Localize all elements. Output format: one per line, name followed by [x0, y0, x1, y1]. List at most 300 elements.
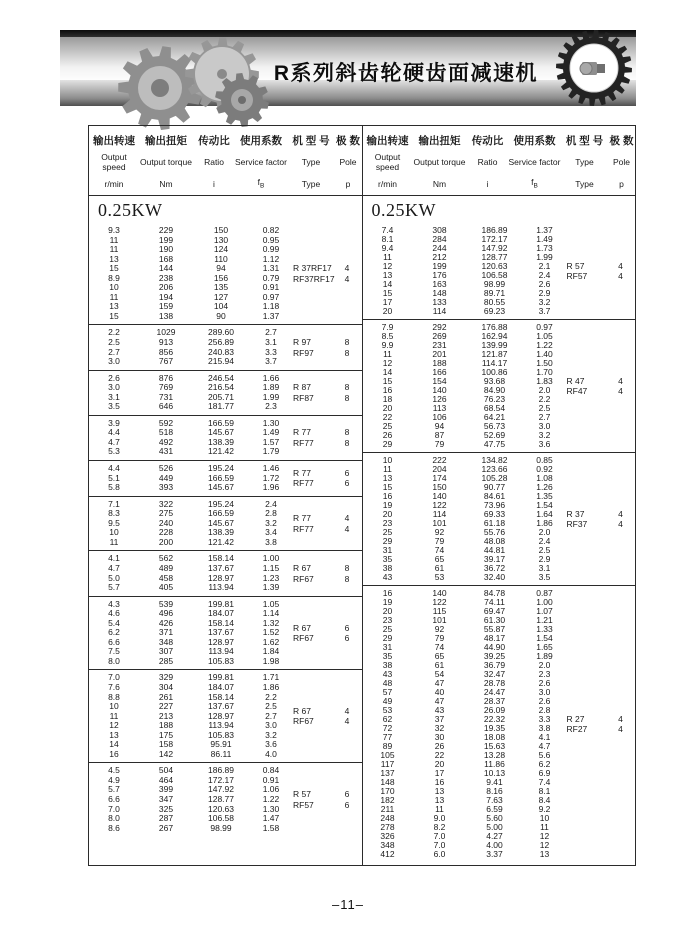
spec-rows	[89, 500, 293, 548]
table-cell: 2.6	[538, 279, 551, 289]
pole-value: 8	[344, 427, 350, 438]
table-cell: 0.91	[262, 774, 280, 785]
table-cell: 7.0	[433, 840, 446, 850]
table-cell: 176	[432, 270, 447, 280]
type-value: R 57	[566, 260, 585, 271]
table-cell: 90	[216, 310, 226, 321]
table-cell: 16	[382, 491, 393, 501]
table-cell: 1.15	[262, 562, 280, 573]
table-cell: 4.4	[108, 463, 120, 474]
column-header: Service factor	[508, 156, 561, 167]
table-cell: 93.68	[483, 376, 506, 386]
table-cell: 26	[382, 430, 393, 440]
table-cell: 94	[216, 263, 226, 274]
table-cell: 47	[434, 696, 445, 706]
table-cell: 16	[109, 748, 119, 759]
table-cell: 8.0	[108, 655, 120, 666]
table-cell: 449	[158, 472, 174, 483]
pole-value: 4	[618, 713, 623, 724]
table-cell: 212	[432, 252, 447, 262]
gear-emblem-icon	[555, 29, 633, 107]
table-cell: 222	[432, 455, 447, 465]
type-value: R 67	[293, 563, 311, 573]
table-cell: 9.41	[486, 777, 503, 787]
table-row	[363, 395, 567, 404]
table-cell: 7.4	[538, 777, 551, 787]
table-cell: 92	[434, 624, 445, 634]
table-cell: 539	[158, 598, 174, 609]
table-cell: 1.58	[262, 822, 280, 833]
table-cell: 90.77	[483, 482, 506, 492]
table-cell: 148	[380, 777, 395, 787]
spec-rows	[363, 323, 567, 449]
table-cell: 6.0	[433, 849, 446, 859]
table-cell: 121.42	[208, 536, 234, 547]
table-row	[363, 546, 567, 555]
spec-rows	[89, 226, 293, 321]
table-cell: 4.4	[108, 427, 120, 438]
pole-value: 4	[344, 523, 350, 534]
table-cell: 39.17	[483, 554, 506, 564]
column-header: 机 型 号	[292, 135, 330, 147]
table-row	[363, 564, 567, 573]
table-cell: 39.25	[483, 651, 506, 661]
table-cell: 3.7	[538, 306, 551, 316]
table-cell: 11	[109, 536, 119, 547]
table-row	[363, 715, 567, 724]
table-cell: 431	[158, 446, 174, 457]
table-cell: 9.2	[538, 804, 551, 814]
table-cell: 14	[382, 279, 393, 289]
table-cell: 158	[158, 739, 174, 750]
table-cell: 145.67	[208, 517, 234, 528]
table-row	[363, 413, 567, 422]
type-pole-line	[293, 513, 359, 524]
type-pole-group	[293, 706, 359, 727]
type-pole-line	[567, 386, 633, 397]
table-cell: 1.39	[262, 582, 280, 593]
table-cell: 13	[382, 473, 393, 483]
table-cell: 65	[434, 554, 445, 564]
table-cell: 48.08	[483, 536, 506, 546]
pole-value: 4	[618, 386, 623, 396]
table-cell: 2.6	[538, 678, 551, 688]
table-cell: 15.63	[483, 741, 506, 751]
table-cell: 9.9	[381, 340, 394, 350]
table-cell: 154	[432, 376, 447, 386]
type-value: RF77	[293, 478, 314, 489]
table-cell: 28.78	[483, 678, 506, 688]
table-cell: 3.9	[108, 417, 120, 428]
table-cell: 0.84	[262, 765, 280, 776]
table-cell: 10	[109, 527, 119, 538]
table-cell: 18	[382, 394, 393, 404]
table-cell: 1.66	[262, 372, 280, 383]
table-cell: 1.00	[262, 553, 280, 564]
table-cell: 135	[213, 282, 229, 293]
table-cell: 89	[382, 741, 393, 751]
table-cell: 8.1	[538, 786, 551, 796]
table-cell: 393	[158, 482, 174, 493]
type-pole-group	[567, 509, 633, 530]
table-cell: 69.33	[483, 509, 506, 519]
table-cell: 137.67	[208, 562, 234, 573]
type-value: RF67	[293, 633, 314, 643]
type-value: RF57	[566, 271, 588, 281]
table-cell: 278	[380, 822, 395, 832]
pole-value: 8	[344, 563, 350, 573]
table-cell: 1.46	[262, 463, 280, 474]
type-pole-group	[293, 623, 359, 644]
table-cell: 3.6	[265, 739, 277, 750]
table-cell: 188	[158, 720, 174, 731]
table-cell: 30	[434, 732, 445, 742]
table-row	[363, 298, 567, 307]
table-cell: 7.0	[108, 803, 120, 814]
table-cell: 307	[158, 646, 174, 657]
table-cell: 32	[434, 723, 445, 733]
table-cell: 3.0	[538, 421, 551, 431]
table-cell: 54	[434, 669, 445, 679]
pole-value: 8	[344, 347, 350, 358]
table-cell: 106.58	[481, 270, 508, 280]
table-cell: 23	[382, 518, 393, 528]
spec-block	[363, 585, 636, 862]
table-row	[89, 750, 293, 760]
table-cell: 1.30	[262, 417, 280, 428]
table-cell: 195.24	[208, 498, 234, 509]
table-cell: 1.96	[262, 482, 280, 493]
table-cell: 1.40	[536, 349, 553, 359]
type-pole-line	[293, 563, 359, 574]
table-cell: 25	[382, 527, 393, 537]
table-cell: 1.49	[536, 234, 553, 244]
table-cell: 74	[434, 642, 445, 652]
column-header: 机 型 号	[565, 135, 604, 147]
table-cell: 1.62	[262, 636, 280, 647]
table-row	[363, 289, 567, 298]
table-cell: 64.21	[483, 412, 506, 422]
table-cell: 205.71	[208, 391, 234, 402]
type-pole-line	[293, 716, 359, 727]
table-cell: 1.08	[536, 473, 553, 483]
table-cell: 1.00	[536, 597, 553, 607]
table-cell: 1.99	[536, 252, 553, 262]
table-cell: 8.9	[108, 272, 120, 283]
pole-value: 6	[344, 478, 350, 489]
table-cell: 172.17	[481, 234, 508, 244]
type-pole-line	[293, 263, 359, 274]
type-pole-line	[567, 724, 633, 735]
table-cell: 174	[432, 473, 447, 483]
table-row	[363, 661, 567, 670]
table-cell: 1.22	[262, 793, 280, 804]
table-cell: 53	[434, 572, 445, 582]
table-cell: 5.60	[486, 813, 503, 823]
table-cell: 2.9	[538, 288, 551, 298]
table-cell: 53	[382, 705, 393, 715]
table-row	[363, 697, 567, 706]
table-cell: 49	[382, 696, 393, 706]
power-section-title: 0.25KW	[98, 200, 163, 220]
table-cell: 19.35	[483, 723, 506, 733]
table-cell: 489	[158, 562, 174, 573]
table-row	[89, 721, 293, 731]
table-cell: 1.37	[536, 225, 553, 235]
table-cell: 7.4	[381, 225, 394, 235]
pole-value: 8	[344, 337, 350, 348]
table-cell: 1.47	[262, 813, 280, 824]
table-cell: 142	[158, 748, 174, 759]
table-cell: 244	[432, 243, 447, 253]
table-cell: 1.30	[262, 803, 280, 814]
table-cell: 166	[432, 367, 447, 377]
table-cell: 458	[158, 572, 174, 583]
table-row	[363, 422, 567, 431]
table-cell: 322	[158, 498, 174, 509]
table-cell: 61.30	[483, 615, 506, 625]
table-cell: 163	[432, 279, 447, 289]
table-cell: 113	[432, 403, 447, 413]
column-header: 传动比	[471, 135, 504, 147]
table-cell: 206	[158, 282, 174, 293]
table-cell: 31	[382, 545, 393, 555]
table-cell: 184.07	[208, 681, 234, 692]
spec-rows	[89, 328, 293, 366]
table-cell: 115	[432, 606, 447, 616]
pole-value: 6	[344, 799, 350, 810]
table-header-row	[89, 177, 362, 190]
table-cell: 79	[434, 536, 445, 546]
table-cell: 2.7	[108, 346, 120, 357]
table-cell: 4.6	[108, 608, 120, 619]
type-pole-line	[567, 376, 633, 387]
table-cell: 405	[158, 582, 174, 593]
spec-block	[89, 223, 362, 324]
table-cell: 72	[382, 723, 393, 733]
type-pole-line	[567, 509, 633, 520]
table-cell: 158.14	[208, 617, 234, 628]
spec-block	[89, 762, 362, 836]
table-row	[363, 555, 567, 564]
table-cell: 2.3	[538, 669, 551, 679]
table-cell: 10	[109, 701, 119, 712]
table-cell: 11	[109, 710, 119, 721]
table-cell: 43	[382, 669, 393, 679]
table-cell: 3.5	[538, 572, 551, 582]
table-cell: 166.59	[208, 508, 234, 519]
type-pole-line	[293, 348, 359, 359]
type-value: RF27	[566, 724, 588, 734]
table-cell: 228	[158, 527, 174, 538]
type-pole-line	[567, 261, 633, 272]
table-row	[363, 307, 567, 316]
table-cell: 100.86	[481, 367, 508, 377]
table-cell: 128.97	[208, 710, 234, 721]
spec-block	[89, 496, 362, 551]
table-cell: 12	[382, 261, 393, 271]
table-cell: 86.11	[210, 748, 232, 759]
table-cell: 148	[432, 288, 447, 298]
table-row	[89, 483, 293, 493]
pole-value: 4	[344, 716, 350, 727]
table-cell: 213	[158, 710, 174, 721]
table-cell: 150	[213, 225, 229, 235]
column-header: Output speed	[374, 151, 401, 172]
column-header: r/min	[378, 178, 397, 189]
spec-block	[89, 370, 362, 415]
table-cell: 37	[434, 714, 445, 724]
table-cell: 199.81	[208, 598, 234, 609]
table-row	[363, 519, 567, 528]
type-value: R 67	[293, 705, 311, 716]
pole-value: 4	[618, 724, 623, 734]
table-row	[89, 740, 293, 750]
table-cell: 412	[380, 849, 395, 859]
type-value: RF77	[293, 523, 314, 534]
table-cell: 28.37	[483, 696, 506, 706]
table-cell: 2.8	[265, 508, 277, 519]
table-cell: 199	[432, 261, 447, 271]
table-cell: 238	[158, 272, 174, 283]
table-cell: 2.3	[265, 401, 277, 412]
table-cell: 20	[382, 606, 393, 616]
table-row	[363, 271, 567, 280]
table-cell: 1.05	[262, 598, 280, 609]
type-pole-line	[293, 438, 359, 449]
table-row	[89, 731, 293, 741]
table-cell: 4.7	[108, 562, 120, 573]
table-cell: 4.9	[108, 774, 120, 785]
table-cell: 104	[213, 301, 229, 312]
type-value: RF47	[566, 386, 588, 396]
spec-block	[89, 415, 362, 460]
column-header: Type	[575, 156, 594, 167]
table-row	[363, 431, 567, 440]
table-cell: 95.91	[210, 739, 232, 750]
table-cell: 2.7	[538, 412, 551, 422]
table-cell: 3.37	[486, 849, 503, 859]
column-header: Output torque	[140, 156, 192, 167]
table-cell: 106.58	[208, 813, 234, 824]
type-value: R 77	[293, 513, 311, 524]
table-cell: 15	[382, 288, 393, 298]
table-cell: 140	[432, 491, 447, 501]
pole-value: 4	[344, 273, 350, 284]
table-row	[89, 402, 293, 412]
table-cell: 3.7	[265, 356, 277, 367]
table-cell: 2.5	[538, 403, 551, 413]
table-cell: 10.13	[483, 768, 506, 778]
table-cell: 4.27	[486, 831, 503, 841]
table-cell: 61	[434, 660, 445, 670]
table-cell: 12	[539, 840, 550, 850]
pole-value: 4	[618, 508, 623, 519]
table-row	[363, 733, 567, 742]
table-cell: 769	[158, 382, 174, 393]
table-cell: 62	[382, 714, 393, 724]
table-cell: 110	[214, 253, 228, 264]
pole-value: 4	[618, 519, 623, 529]
table-cell: 98.99	[483, 279, 506, 289]
table-cell: 3.6	[538, 439, 551, 449]
table-cell: 2.7	[265, 710, 277, 721]
column-header: i	[213, 178, 215, 189]
table-cell: 8.4	[538, 795, 551, 805]
table-cell: 43	[434, 705, 445, 715]
table-cell: 128.97	[208, 572, 234, 583]
table-cell: 5.00	[486, 822, 503, 832]
table-cell: 5.3	[108, 446, 120, 457]
table-cell: 19	[382, 500, 393, 510]
table-cell: 6.6	[108, 793, 120, 804]
table-cell: 10	[382, 455, 393, 465]
table-cell: 14	[109, 739, 119, 750]
table-cell: 121.87	[481, 349, 508, 359]
type-value: R 57	[293, 789, 311, 800]
table-cell: 3.3	[265, 346, 277, 357]
table-cell: 15	[382, 482, 393, 492]
table-cell: 172.17	[208, 774, 234, 785]
table-cell: 32.47	[483, 669, 506, 679]
type-pole-group	[293, 789, 359, 810]
table-cell: 6.6	[108, 636, 120, 647]
table-cell: 188	[432, 358, 447, 368]
table-cell: 48	[382, 678, 393, 688]
table-cell: 22	[434, 750, 445, 760]
table-cell: 3.8	[538, 723, 551, 733]
table-cell: 329	[158, 672, 174, 683]
table-cell: 3.3	[538, 714, 551, 724]
table-cell: 6.2	[108, 627, 120, 638]
table-cell: 4.00	[486, 840, 503, 850]
table-cell: 227	[158, 701, 174, 712]
type-value: RF77	[293, 437, 314, 448]
table-row	[363, 652, 567, 661]
table-cell: 114	[432, 306, 447, 316]
table-cell: 275	[158, 508, 174, 519]
type-pole-group	[293, 513, 359, 534]
table-cell: 8.3	[108, 508, 120, 519]
table-cell: 76.23	[483, 394, 506, 404]
table-cell: 150	[432, 482, 447, 492]
table-cell: 140	[432, 588, 447, 598]
table-cell: 504	[158, 765, 174, 776]
type-pole-line	[293, 274, 359, 285]
table-cell: 43	[382, 572, 393, 582]
table-cell: 2.7	[265, 327, 277, 338]
table-cell: 38	[382, 660, 393, 670]
table-cell: 17	[382, 297, 393, 307]
table-cell: 285	[158, 655, 174, 666]
table-cell: 145.67	[208, 427, 234, 438]
table-row	[363, 440, 567, 449]
table-cell: 211	[380, 804, 395, 814]
table-cell: 69.47	[483, 606, 506, 616]
type-value: R 27	[566, 713, 585, 724]
table-cell: 122	[432, 597, 447, 607]
table-cell: 7.9	[381, 322, 394, 332]
spec-rows	[363, 589, 567, 859]
column-header: Pole	[612, 156, 630, 167]
table-cell: 23	[382, 615, 393, 625]
table-cell: 1.70	[536, 367, 553, 377]
column-header: 使用系数	[240, 135, 282, 147]
table-cell: 195.24	[208, 463, 234, 474]
table-cell: 158.14	[208, 691, 234, 702]
column-header: p	[619, 178, 624, 189]
table-row	[363, 724, 567, 733]
